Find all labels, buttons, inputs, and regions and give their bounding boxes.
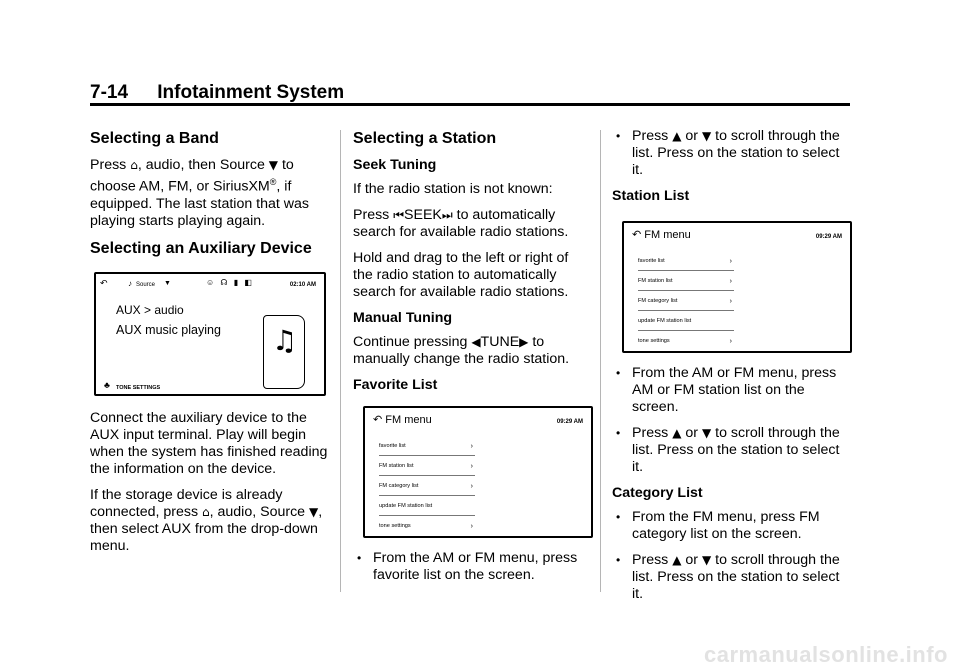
aux-screen xyxy=(94,272,326,396)
back-icon: ↶ xyxy=(632,229,645,241)
menu-item-favorite[interactable] xyxy=(379,438,475,456)
menu-item-label: tone settings xyxy=(638,338,670,344)
down-arrow-icon: ▼ xyxy=(701,426,712,440)
text: or xyxy=(681,552,702,568)
header-rule xyxy=(90,103,850,106)
heading-favorite-list: Favorite List xyxy=(353,377,438,393)
bullet-text: From the AM or FM menu, press AM or FM station list on the screen. xyxy=(632,365,837,415)
bullet-text: From the FM menu, press FM category list on the screen. xyxy=(632,509,820,542)
bullet-text: From the AM or FM menu, press favorite list on the screen. xyxy=(373,550,578,583)
down-arrow-icon: ▼ xyxy=(701,553,712,567)
up-arrow-icon: ▲ xyxy=(672,426,682,440)
right-arrow-icon: ▶ xyxy=(519,335,529,349)
up-arrow-icon: ▲ xyxy=(672,553,682,567)
menu-item-label: favorite list xyxy=(379,443,406,449)
category-bullet-1 xyxy=(612,509,852,543)
fm-menu-screen-station xyxy=(622,221,852,353)
text: or xyxy=(681,128,702,144)
bullet-dot: • xyxy=(616,129,621,143)
note-icon: ♪ xyxy=(128,278,132,288)
heading-category-list: Category List xyxy=(612,485,703,501)
chevron-right-icon: › xyxy=(470,523,473,530)
menu-item-label: favorite list xyxy=(638,258,665,264)
bullet-dot: • xyxy=(357,551,362,565)
fm-menu-screen-favorite xyxy=(363,406,593,538)
seek-paragraph-2 xyxy=(353,207,583,241)
text: , then select AUX from the drop-down menu. xyxy=(90,503,323,554)
aux-status: AUX music playing xyxy=(116,322,221,337)
menu-item-label: FM station list xyxy=(379,463,414,469)
column-divider xyxy=(340,130,341,592)
menu-item-label: update FM station list xyxy=(379,503,433,509)
fm-menu-title xyxy=(632,227,691,244)
chevron-right-icon: › xyxy=(729,258,732,265)
menu-item-label: update FM station list xyxy=(638,318,692,324)
chevron-right-icon: › xyxy=(729,298,732,305)
left-arrow-icon: ◀ xyxy=(471,335,481,349)
heading-selecting-station: Selecting a Station xyxy=(353,130,497,147)
text: to scroll through the list. Press on the station to select it. xyxy=(632,425,840,475)
text: If the storage device is already connected, press xyxy=(90,486,283,520)
scroll-bullet-1 xyxy=(612,128,852,179)
menu-item-favorite[interactable] xyxy=(638,253,734,271)
heading-aux-device: Selecting an Auxiliary Device xyxy=(90,239,312,257)
menu-item-label: FM category list xyxy=(379,483,419,489)
text: TUNE xyxy=(480,334,520,350)
menu-item-label: FM station list xyxy=(638,278,673,284)
tone-settings-label: TONE SETTINGS xyxy=(116,384,161,391)
down-arrow-icon: ▼ xyxy=(309,504,319,519)
text: to choose AM, FM, or SiriusXM xyxy=(90,157,294,195)
band-paragraph xyxy=(90,157,330,230)
page-title: Infotainment System xyxy=(157,82,345,103)
page-header xyxy=(90,82,344,104)
chevron-right-icon: › xyxy=(470,483,473,490)
chevron-right-icon: › xyxy=(470,443,473,450)
bullet-dot: • xyxy=(616,366,621,380)
menu-item-tone[interactable] xyxy=(638,333,734,350)
dropdown-icon: ▼ xyxy=(164,279,171,287)
menu-item-update-list[interactable] xyxy=(638,313,734,331)
back-icon: ↶ xyxy=(100,277,108,288)
seek-paragraph-3: Hold and drag to the left or right of the radio station to automatically search for available radio stations. xyxy=(353,250,569,300)
menu-item-tone[interactable] xyxy=(379,518,475,535)
fm-title-text: FM menu xyxy=(644,229,691,241)
chevron-right-icon: › xyxy=(729,338,732,345)
column-3 xyxy=(612,120,852,612)
home-icon: ⌂ xyxy=(202,504,210,519)
text: to scroll through the list. Press on the station to select it. xyxy=(632,552,840,602)
aux-paragraph-1: Connect the auxiliary device to the AUX input terminal. Play will begin when the system has finished reading the information on the device. xyxy=(90,409,328,477)
fav-bullet xyxy=(353,550,583,584)
column-1 xyxy=(90,120,330,564)
aux-paragraph-2 xyxy=(90,487,330,555)
text: , if equipped. The last station that was playing starts playing again. xyxy=(90,178,309,229)
menu-item-station-list[interactable] xyxy=(638,273,734,291)
text: , audio, Source xyxy=(209,503,309,520)
menu-item-station-list[interactable] xyxy=(379,458,475,476)
fm-title-text: FM menu xyxy=(385,414,432,426)
column-divider xyxy=(600,130,601,592)
music-note-icon: ♫ xyxy=(272,323,298,357)
heading-selecting-band: Selecting a Band xyxy=(90,130,219,147)
seek-paragraph-1: If the radio station is not known: xyxy=(353,181,553,197)
text: Continue pressing xyxy=(353,334,472,350)
text: SEEK xyxy=(404,207,442,223)
status-icons: ☺ ☊ ▮ ◧ xyxy=(206,277,254,287)
seek-back-icon: ⏮ xyxy=(393,208,405,222)
station-bullet-1 xyxy=(612,365,852,416)
heading-manual-tuning: Manual Tuning xyxy=(353,310,453,326)
down-arrow-icon: ▼ xyxy=(701,129,712,143)
menu-item-label: tone settings xyxy=(379,523,411,529)
station-bullet-2 xyxy=(612,425,852,476)
manual-paragraph xyxy=(353,334,583,368)
fm-menu-title xyxy=(373,412,432,429)
source-label: Source xyxy=(136,281,156,288)
text: or xyxy=(681,425,702,441)
watermark: carmanualsonline.info xyxy=(704,642,948,667)
text: to automatically search for available radio stations. xyxy=(353,207,569,240)
clock: 02:10 AM xyxy=(289,281,316,288)
seek-forward-icon: ⏭ xyxy=(441,208,453,222)
chevron-right-icon: › xyxy=(470,463,473,470)
bullet-dot: • xyxy=(616,510,621,524)
text: Press xyxy=(90,157,131,173)
text: , audio, then Source xyxy=(137,157,269,173)
heading-seek-tuning: Seek Tuning xyxy=(353,157,437,173)
registered-mark: ® xyxy=(269,177,277,187)
chevron-right-icon: › xyxy=(729,278,732,285)
aux-topbar xyxy=(96,274,324,288)
clock: 09:29 AM xyxy=(815,234,842,240)
back-icon: ↶ xyxy=(373,414,386,426)
home-icon: ⌂ xyxy=(130,158,138,172)
down-arrow-icon: ▼ xyxy=(268,158,279,172)
tone-icon: ♣ xyxy=(104,379,110,390)
bullet-dot: • xyxy=(616,426,621,440)
aux-path: AUX > audio xyxy=(116,302,184,317)
menu-item-label: FM category list xyxy=(638,298,678,304)
text: Press xyxy=(353,207,394,223)
text: Press xyxy=(632,128,673,144)
menu-item-category-list[interactable] xyxy=(379,478,475,496)
page-number: 7-14 xyxy=(90,82,129,103)
menu-item-category-list[interactable] xyxy=(638,293,734,311)
up-arrow-icon: ▲ xyxy=(672,129,682,143)
bullet-dot: • xyxy=(616,553,621,567)
text: to scroll through the list. Press on the station to select it. xyxy=(632,128,840,178)
text: Press xyxy=(632,552,673,568)
menu-item-update-list[interactable] xyxy=(379,498,475,516)
heading-station-list: Station List xyxy=(612,188,690,204)
clock: 09:29 AM xyxy=(556,419,583,425)
category-bullet-2 xyxy=(612,552,852,603)
text: Press xyxy=(632,425,673,441)
music-art xyxy=(263,315,305,389)
text: to manually change the radio station. xyxy=(353,334,570,367)
column-2 xyxy=(353,120,583,593)
